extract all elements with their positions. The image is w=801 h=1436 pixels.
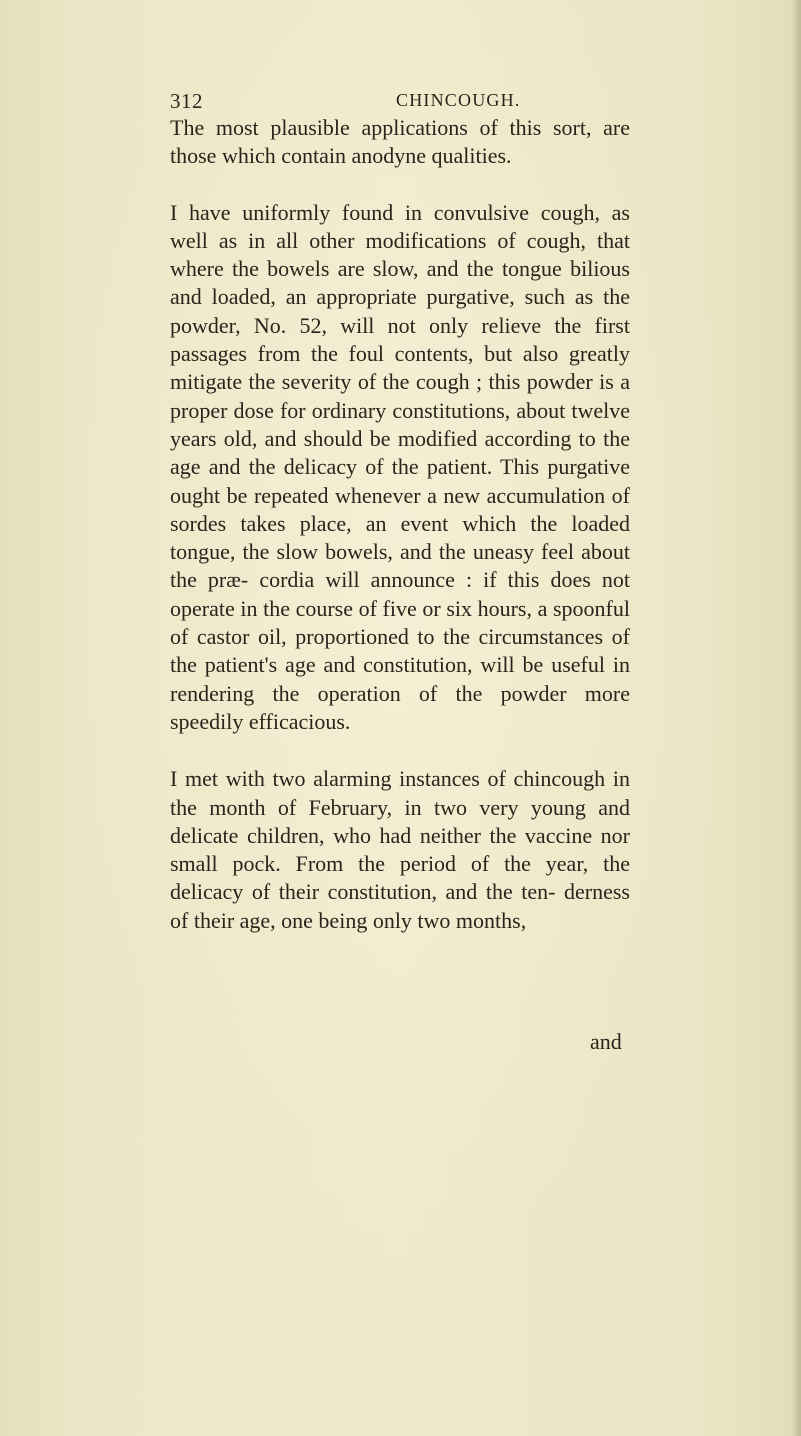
running-head <box>170 89 630 115</box>
page-edge-shadow <box>791 0 801 1436</box>
text-block <box>170 114 630 935</box>
paragraph-1: The most plausible applications of this sort, are those which contain anodyne qualities. <box>170 115 630 169</box>
page-number: 312 <box>170 89 203 113</box>
running-title: CHINCOUGH. <box>396 90 521 110</box>
catchword: and <box>590 1029 622 1054</box>
paragraph-3: I met with two alarming instances of chincough in the month of February, in two very young and delicate children, who had neither the vaccine nor small pock. From the period of the year, the delicacy of their constitution, and the ten- derness of their age, one being only two months, <box>170 766 630 933</box>
paragraph-2: I have uniformly found in convulsive cough, as well as in all other modifications of cough, that where the bowels are slow, and the tongue bilious and loaded, an appropriate purgative, such as the powder, No. 52, will not only relieve the first passages from the foul contents, but also greatly mitigate the severity of the cough ; this powder is a proper dose for ordinary constitutions, about twelve years old, and should be modified according to the age and the delicacy of the patient. This purgative ought be repeated whenever a new accumulation of sordes takes place, an event which the loaded tongue, the slow bowels, and the uneasy feel about the præ- cordia will announce : if this does not operate in the course of five or six hours, a spoonful of castor oil, proportioned to the circumstances of the patient's age and constitution, will be useful in rendering the operation of the powder more speedily efficacious. <box>170 199 630 734</box>
